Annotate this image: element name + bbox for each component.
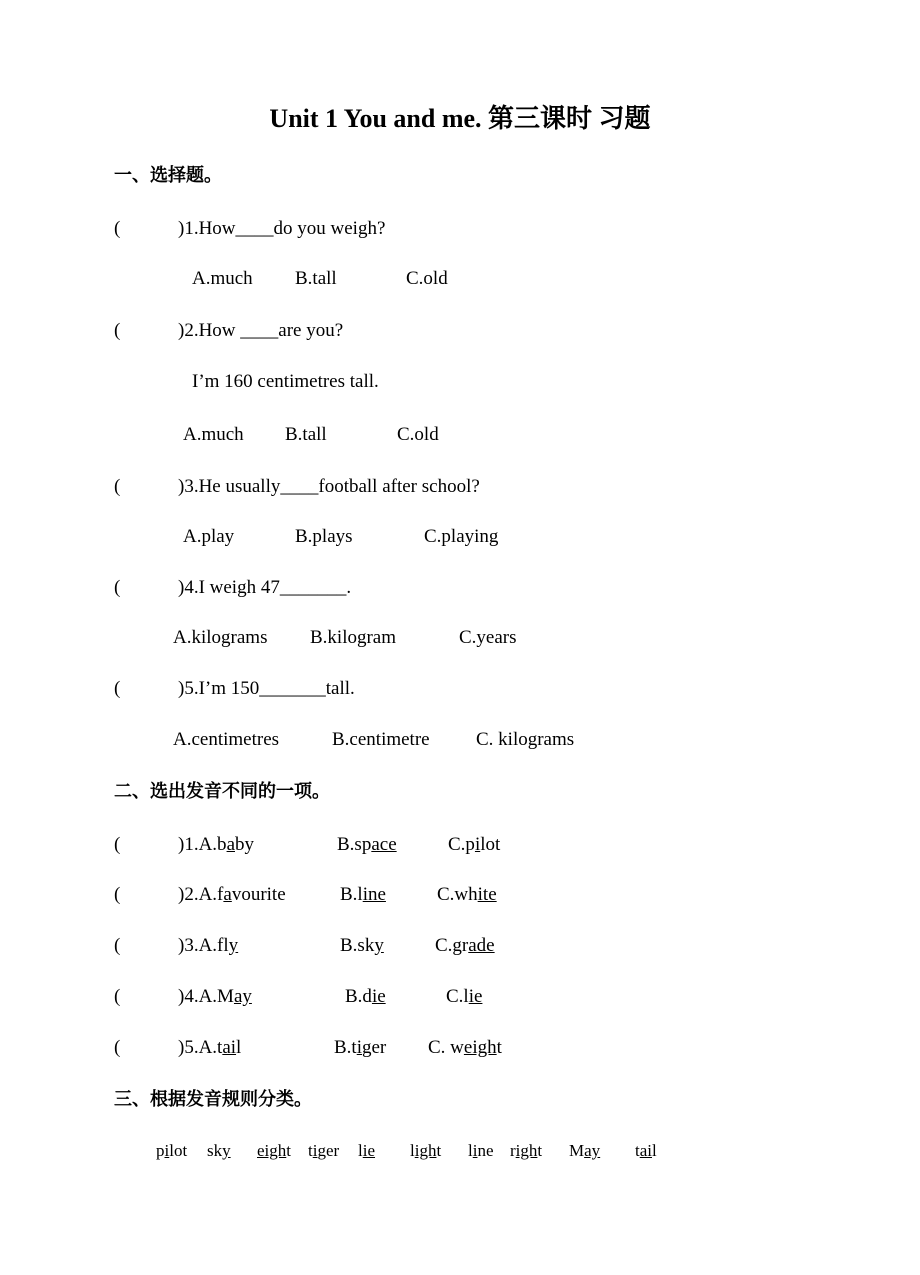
question-stem: )5.I’m 150_______tall. [178, 678, 355, 699]
word-item: pilot [156, 1141, 188, 1160]
question-stem: )2.How ____are you? [178, 320, 344, 341]
option-c: C. kilograms [476, 729, 575, 750]
option-c: C.old [406, 268, 448, 289]
phonics-option-a: )5.A.tail [178, 1037, 242, 1058]
question-subline: I’m 160 centimetres tall. [192, 371, 379, 392]
phonics-option-c: C.lie [446, 986, 483, 1007]
section-2-heading: 二、选出发音不同的一项。 [114, 781, 330, 802]
answer-paren: ( [114, 476, 121, 497]
option-a: A.much [183, 424, 244, 445]
option-b: B.tall [285, 424, 327, 445]
word-item: tail [635, 1141, 657, 1160]
phonics-option-c: C.grade [435, 935, 495, 956]
word-item: May [569, 1141, 601, 1160]
option-b: B.tall [295, 268, 337, 289]
phonics-option-b: B.sky [340, 935, 384, 956]
option-a: A.play [183, 526, 235, 547]
phonics-option-a: )3.A.fly [178, 935, 239, 956]
word-item: lie [358, 1141, 376, 1160]
phonics-option-c: C.white [437, 884, 497, 905]
answer-paren: ( [114, 1037, 121, 1058]
question-stem: )4.I weigh 47_______. [178, 577, 352, 598]
word-item: sky [207, 1141, 231, 1160]
phonics-option-a: )4.A.May [178, 986, 252, 1007]
option-c: C.playing [424, 526, 499, 547]
answer-paren: ( [114, 986, 121, 1007]
phonics-option-b: B.space [337, 834, 397, 855]
phonics-option-b: B.die [345, 986, 386, 1007]
word-item: line [468, 1141, 494, 1160]
word-item: right [510, 1141, 543, 1160]
answer-paren: ( [114, 935, 121, 956]
question-stem: )1.How____do you weigh? [178, 218, 386, 239]
word-item: eight [257, 1141, 292, 1160]
option-a: A.kilograms [173, 627, 268, 648]
option-c: C.old [397, 424, 439, 445]
answer-paren: ( [114, 884, 121, 905]
phonics-option-a: )2.A.favourite [178, 884, 286, 905]
option-b: B.centimetre [332, 729, 430, 750]
phonics-option-c: C. weight [428, 1037, 502, 1058]
question-stem: )3.He usually____football after school? [178, 476, 480, 497]
section-1-heading: 一、选择题。 [114, 165, 222, 186]
option-a: A.much [192, 268, 253, 289]
phonics-option-b: B.line [340, 884, 386, 905]
answer-paren: ( [114, 577, 121, 598]
word-item: light [410, 1141, 442, 1160]
answer-paren: ( [114, 834, 121, 855]
option-b: B.kilogram [310, 627, 397, 648]
option-c: C.years [459, 627, 517, 648]
answer-paren: ( [114, 678, 121, 699]
phonics-option-c: C.pilot [448, 834, 501, 855]
page-title: Unit 1 You and me. 第三课时 习题 [269, 104, 651, 133]
section-3-heading: 三、根据发音规则分类。 [114, 1089, 312, 1110]
option-a: A.centimetres [173, 729, 280, 750]
phonics-option-a: )1.A.baby [178, 834, 254, 855]
answer-paren: ( [114, 218, 121, 239]
phonics-option-b: B.tiger [334, 1037, 387, 1058]
answer-paren: ( [114, 320, 121, 341]
option-b: B.plays [295, 526, 353, 547]
word-item: tiger [308, 1141, 340, 1160]
